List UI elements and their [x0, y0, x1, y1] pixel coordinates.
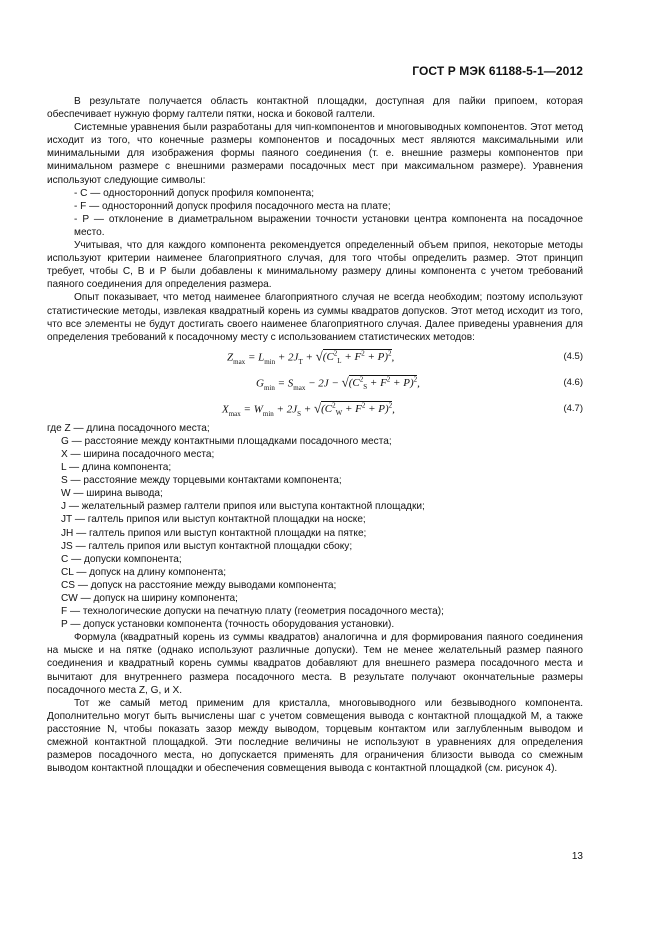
paragraph: Формула (квадратный корень из суммы квадратов) аналогична и для формирования паяного соединения на мыске и на пятке (однако используют различные допуски). Тем не менее желательный размер паяного соединения и квадратный корень суммы квадратов добавляют для внешнего размера посадочного места и вычитают для внутреннего размера посадочного места. В результате получают окончательные размеры посадочного места Z, G, и X. — [47, 632, 583, 696]
paragraph: В результате получается область контактной площадки, доступная для пайки припоем, которая обеспечивает нужную форму галтели пятки, носка и боковой галтели. — [47, 96, 583, 121]
formula-expression: $Z_{max} = L_{min} + 2J_T + √(C^2_L + F^2 + P)^2$, — [227, 348, 395, 366]
paragraph: Учитывая, что для каждого компонента рекомендуется определенный объем припоя, некоторые методы используют критерии наименее благоприятного случая, для того чтобы определить размер. Этот принцип требует, чтобы C, B и P были добавлены к минимальному размеру длины компонента с учетом требований паяного соединения для определения размера. — [47, 240, 583, 291]
paragraph: Системные уравнения были разработаны для чип-компонентов и многовыводных компонентов. Этот метод исходит из того, что конечные размеры компонентов и посадочных мест являются максимальными или минимальными для изображения формы паяного соединения (т. е. внешние размеры компонентов при минимальном размере с внешними размерами посадочных мест при максимальном размере). Уравнения используют следующие символы: — [47, 122, 583, 186]
symbol-legend — [47, 422, 583, 632]
legend-item: F — технологические допуски на печатную плату (геометрия посадочного места); — [61, 606, 444, 618]
paragraph: Тот же самый метод применим для кристалла, многовыводного или безвыводного компонента. Дополнительно могут быть вычислены шаг с учетом совмещения вывода с контактной площадкой M, а также расстояние N, чтобы показать зазор между выводом, торцевым контактом или заглубленным выводом и смежной контактной площадкой. Эти последние величины не используют в уравнениях для определения размеров посадочного места, но допускается применять для ограничения близости вывода со смежным выводом контактной площадки и обеспечения совмещения вывода с контактной площадкой (см. рисунок 4). — [47, 697, 583, 775]
legend-item: X — ширина посадочного места; — [61, 448, 215, 460]
sqrt-icon: √ — [315, 348, 323, 364]
legend-item: G — расстояние между контактными площадками посадочного места; — [61, 435, 392, 447]
paragraph: Опыт показывает, что метод наименее благоприятного случая не всегда необходим; поэтому используют статистические методы, извлекая квадратный корень из суммы квадратов допусков. Этот метод исходит из того, что все элементы не будут достигать своего наименее благоприятного случая. Далее приведены уравнения для определения требований к посадочному месту с использованием статистических методов: — [47, 292, 583, 343]
legend-item: JT — галтель припоя или выступ контактной площадки на носке; — [61, 514, 366, 526]
formula-4-5 — [47, 344, 583, 370]
formula-expression: $X_{max} = W_{min} + 2J_S + √(C^2_W + F^2 + P)^2$, — [222, 400, 395, 418]
legend-item: JH — галтель припоя или выступ контактной площадки на пятке; — [61, 527, 367, 539]
legend-item: S — расстояние между торцевыми контактами компонента; — [61, 475, 342, 487]
sqrt-icon: √ — [313, 400, 322, 416]
page-content — [47, 95, 583, 775]
formula-4-6 — [47, 370, 583, 396]
sqrt-icon: √ — [341, 374, 349, 390]
legend-item: J — желательный размер галтели припоя или выступа контактной площадки; — [61, 501, 425, 513]
formula-number: (4.6) — [563, 376, 583, 388]
page-number: 13 — [571, 851, 583, 862]
formula-number: (4.5) — [563, 350, 583, 362]
formula-expression: $G_{min} = S_{max} - 2J - √(C^2_S + F^2 + P)^2$, — [256, 374, 420, 392]
symbol-item: - F — односторонний допуск профиля посадочного места на плате; — [74, 200, 391, 212]
symbol-item: - P — отклонение в диаметральном выражении точности установки центра компонента на посадочное место. — [74, 213, 583, 238]
legend-item: P — допуск установки компонента (точность оборудования установки). — [61, 619, 395, 631]
legend-item: L — длина компонента; — [61, 462, 172, 474]
symbol-item: - C — односторонний допуск профиля компонента; — [74, 187, 315, 199]
legend-item: CL — допуск на длину компонента; — [61, 566, 227, 578]
formula-number: (4.7) — [563, 402, 583, 414]
legend-item: W — ширина вывода; — [61, 488, 163, 500]
standard-title: ГОСТ Р МЭК 61188-5-1—2012 — [412, 64, 583, 78]
legend-item: CW — допуск на ширину компонента; — [61, 593, 238, 604]
formula-4-7 — [47, 396, 583, 422]
legend-item: CS — допуск на расстояние между выводами компонента; — [61, 579, 337, 591]
legend-item: JS — галтель припоя или выступ контактной площадки сбоку; — [61, 540, 353, 552]
legend-intro: где Z — длина посадочного места; — [47, 422, 210, 434]
legend-item: C — допуски компонента; — [61, 553, 182, 565]
